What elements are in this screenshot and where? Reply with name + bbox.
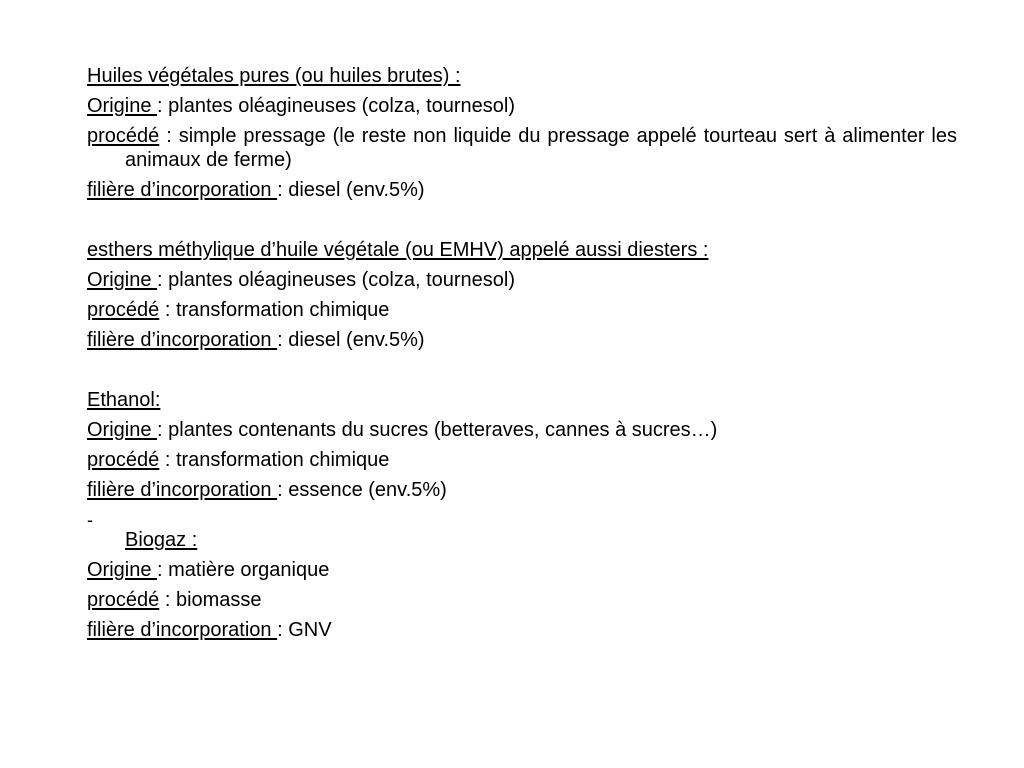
origine-text: : matière organique: [157, 559, 330, 581]
filiere-text: : diesel (env.5%): [277, 329, 425, 351]
filiere-label: filière d’incorporation: [87, 179, 278, 201]
filiere-text: : diesel (env.5%): [277, 179, 425, 201]
filiere-text: : GNV: [277, 619, 332, 641]
section-emhv: [87, 238, 957, 352]
procede-text: : transformation chimique: [159, 299, 390, 321]
origine-text: : plantes contenants du sucres (betteraves, cannes à sucres…): [157, 419, 718, 441]
filiere-label: filière d’incorporation: [87, 329, 278, 351]
section-heading: [87, 64, 957, 88]
origine-text: : plantes oléagineuses (colza, tournesol): [157, 95, 516, 117]
origine-label: Origine: [87, 419, 158, 441]
origine-label: Origine: [87, 95, 158, 117]
procede-text: : biomasse: [159, 589, 262, 611]
section-huiles-vegetales: [87, 64, 957, 202]
section-ethanol: [87, 388, 957, 502]
section-biogaz: [87, 512, 957, 642]
procede-label: procédé: [87, 125, 160, 147]
heading-text: Huiles végétales pures (ou huiles brutes) :: [87, 65, 461, 87]
filiere-line: [87, 178, 957, 202]
section-heading: [87, 388, 957, 412]
origine-label: Origine: [87, 269, 158, 291]
spacer: [87, 208, 957, 238]
heading-text: Biogaz :: [125, 529, 198, 551]
heading-text: esthers méthylique d’huile végétale (ou EMHV) appelé aussi diesters :: [87, 239, 709, 261]
origine-line: [87, 418, 957, 442]
filiere-line: [87, 618, 957, 642]
procede-line: [87, 298, 957, 322]
bullet-dash: [87, 512, 957, 528]
filiere-text: : essence (env.5%): [277, 479, 447, 501]
heading-text: Ethanol:: [87, 389, 161, 411]
procede-text: : simple pressage (le reste non liquide du pressage appelé tourteau sert à alimenter les animaux de ferme): [125, 125, 957, 171]
origine-label: Origine: [87, 559, 158, 581]
filiere-line: [87, 328, 957, 352]
filiere-label: filière d’incorporation: [87, 479, 278, 501]
slide-content: [87, 64, 957, 648]
origine-text: : plantes oléagineuses (colza, tournesol): [157, 269, 516, 291]
procede-line: [87, 448, 957, 472]
origine-line: [87, 268, 957, 292]
spacer: [87, 358, 957, 388]
procede-line: [87, 588, 957, 612]
section-heading: [87, 238, 957, 262]
section-heading: [87, 528, 957, 552]
procede-label: procédé: [87, 589, 160, 611]
filiere-label: filière d’incorporation: [87, 619, 278, 641]
origine-line: [87, 558, 957, 582]
origine-line: [87, 94, 957, 118]
dash-text: -: [87, 510, 93, 530]
procede-label: procédé: [87, 299, 160, 321]
procede-text: : transformation chimique: [159, 449, 390, 471]
procede-line: [87, 124, 957, 172]
filiere-line: [87, 478, 957, 502]
procede-label: procédé: [87, 449, 160, 471]
